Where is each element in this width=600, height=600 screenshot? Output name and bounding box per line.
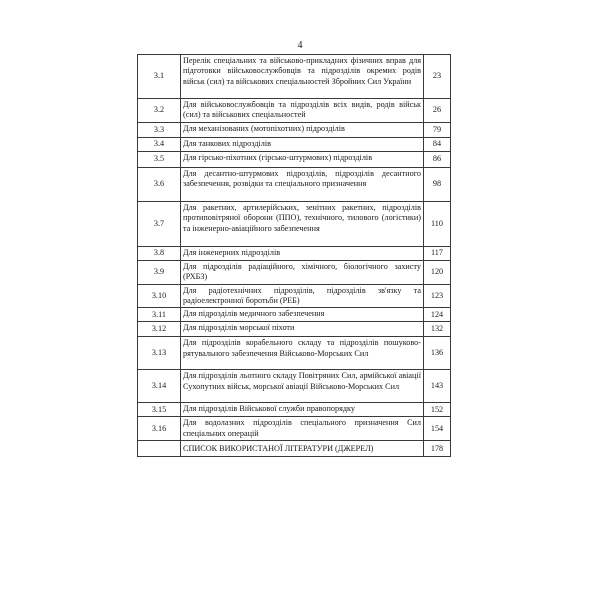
section-page: 154 bbox=[424, 417, 451, 441]
section-title: Для підрозділів радіаційного, хімічного, біологічного захисту (РХБЗ) bbox=[181, 260, 424, 284]
page-number: 4 bbox=[297, 40, 303, 51]
section-page: 136 bbox=[424, 337, 451, 370]
section-number: 3.8 bbox=[138, 246, 181, 260]
section-title: Для радіотехнічних підрозділів, підрозділів зв'язку та радіоелектронної боротьби (РЕБ) bbox=[181, 284, 424, 308]
section-number: 3.16 bbox=[138, 417, 181, 441]
section-title: Для інженерних підрозділів bbox=[181, 246, 424, 260]
section-title: Для військовослужбовців та підрозділів всіх видів, родів військ (сил) та військових спеціальностей bbox=[181, 99, 424, 123]
section-title: Для механізованих (мотопіхотних) підрозділів bbox=[181, 122, 424, 137]
toc-row bbox=[138, 260, 451, 284]
section-page: 117 bbox=[424, 246, 451, 260]
section-number: 3.1 bbox=[138, 55, 181, 99]
section-title: Для підрозділів медичного забезпечення bbox=[181, 308, 424, 322]
toc-row bbox=[138, 370, 451, 403]
section-page: 110 bbox=[424, 201, 451, 246]
toc-row bbox=[138, 322, 451, 337]
section-title: Перелік спеціальних та військово-прикладних фізичних вправ для підготовки військовослужбовців та підрозділів окремих родів військ (сил) та військових спеціальностей Збройних Сил України bbox=[181, 55, 424, 99]
section-number: 3.7 bbox=[138, 201, 181, 246]
section-page: 123 bbox=[424, 284, 451, 308]
toc-row bbox=[138, 167, 451, 201]
toc-row bbox=[138, 55, 451, 99]
section-page: 98 bbox=[424, 167, 451, 201]
section-number: 3.9 bbox=[138, 260, 181, 284]
section-title: Для танкових підрозділів bbox=[181, 137, 424, 151]
toc-row bbox=[138, 441, 451, 457]
section-number: 3.5 bbox=[138, 151, 181, 167]
toc-row bbox=[138, 308, 451, 322]
section-number: 3.4 bbox=[138, 137, 181, 151]
table-of-contents bbox=[137, 54, 451, 457]
toc-row bbox=[138, 151, 451, 167]
section-number: 3.13 bbox=[138, 337, 181, 370]
section-number: 3.10 bbox=[138, 284, 181, 308]
section-number bbox=[138, 441, 181, 457]
section-title: Для підрозділів морської піхоти bbox=[181, 322, 424, 337]
section-page: 86 bbox=[424, 151, 451, 167]
section-number: 3.15 bbox=[138, 403, 181, 417]
toc-row bbox=[138, 337, 451, 370]
section-page: 84 bbox=[424, 137, 451, 151]
section-title: Для підрозділів корабельного складу та підрозділів пошуково-рятувального забезпечення Військово-Морських Сил bbox=[181, 337, 424, 370]
section-page: 143 bbox=[424, 370, 451, 403]
section-page: 124 bbox=[424, 308, 451, 322]
section-number: 3.6 bbox=[138, 167, 181, 201]
section-page: 120 bbox=[424, 260, 451, 284]
toc-row bbox=[138, 137, 451, 151]
section-title: Для підрозділів Військової служби правопорядку bbox=[181, 403, 424, 417]
section-page: 79 bbox=[424, 122, 451, 137]
section-number: 3.12 bbox=[138, 322, 181, 337]
section-title: Для підрозділів льотного складу Повітряних Сил, армійської авіації Сухопутних військ, морської авіації Військово-Морських Сил bbox=[181, 370, 424, 403]
section-title: Для десантно-штурмових підрозділів, підрозділів десантного забезпечення, розвідки та спеціального призначення bbox=[181, 167, 424, 201]
section-title: Для гірсько-піхотних (гірсько-штурмових) підрозділів bbox=[181, 151, 424, 167]
section-number: 3.14 bbox=[138, 370, 181, 403]
section-page: 178 bbox=[424, 441, 451, 457]
toc-row bbox=[138, 201, 451, 246]
section-title: Для ракетних, артилерійських, зенітних ракетних, підрозділів протиповітряної оборони (ППО), технічного, тилового (логістики) та інженерно-авіаційного забезпечення bbox=[181, 201, 424, 246]
section-page: 152 bbox=[424, 403, 451, 417]
toc-body bbox=[138, 55, 451, 457]
toc-row bbox=[138, 284, 451, 308]
section-page: 26 bbox=[424, 99, 451, 123]
toc-row bbox=[138, 99, 451, 123]
section-number: 3.3 bbox=[138, 122, 181, 137]
section-page: 23 bbox=[424, 55, 451, 99]
section-page: 132 bbox=[424, 322, 451, 337]
section-number: 3.11 bbox=[138, 308, 181, 322]
toc-row bbox=[138, 246, 451, 260]
toc-row bbox=[138, 403, 451, 417]
toc-row bbox=[138, 417, 451, 441]
section-title: Для водолазних підрозділів спеціального призначення Сил спеціальних операцій bbox=[181, 417, 424, 441]
section-title: СПИСОК ВИКОРИСТАНОЇ ЛІТЕРАТУРИ (ДЖЕРЕЛ) bbox=[181, 441, 424, 457]
toc-row bbox=[138, 122, 451, 137]
section-number: 3.2 bbox=[138, 99, 181, 123]
